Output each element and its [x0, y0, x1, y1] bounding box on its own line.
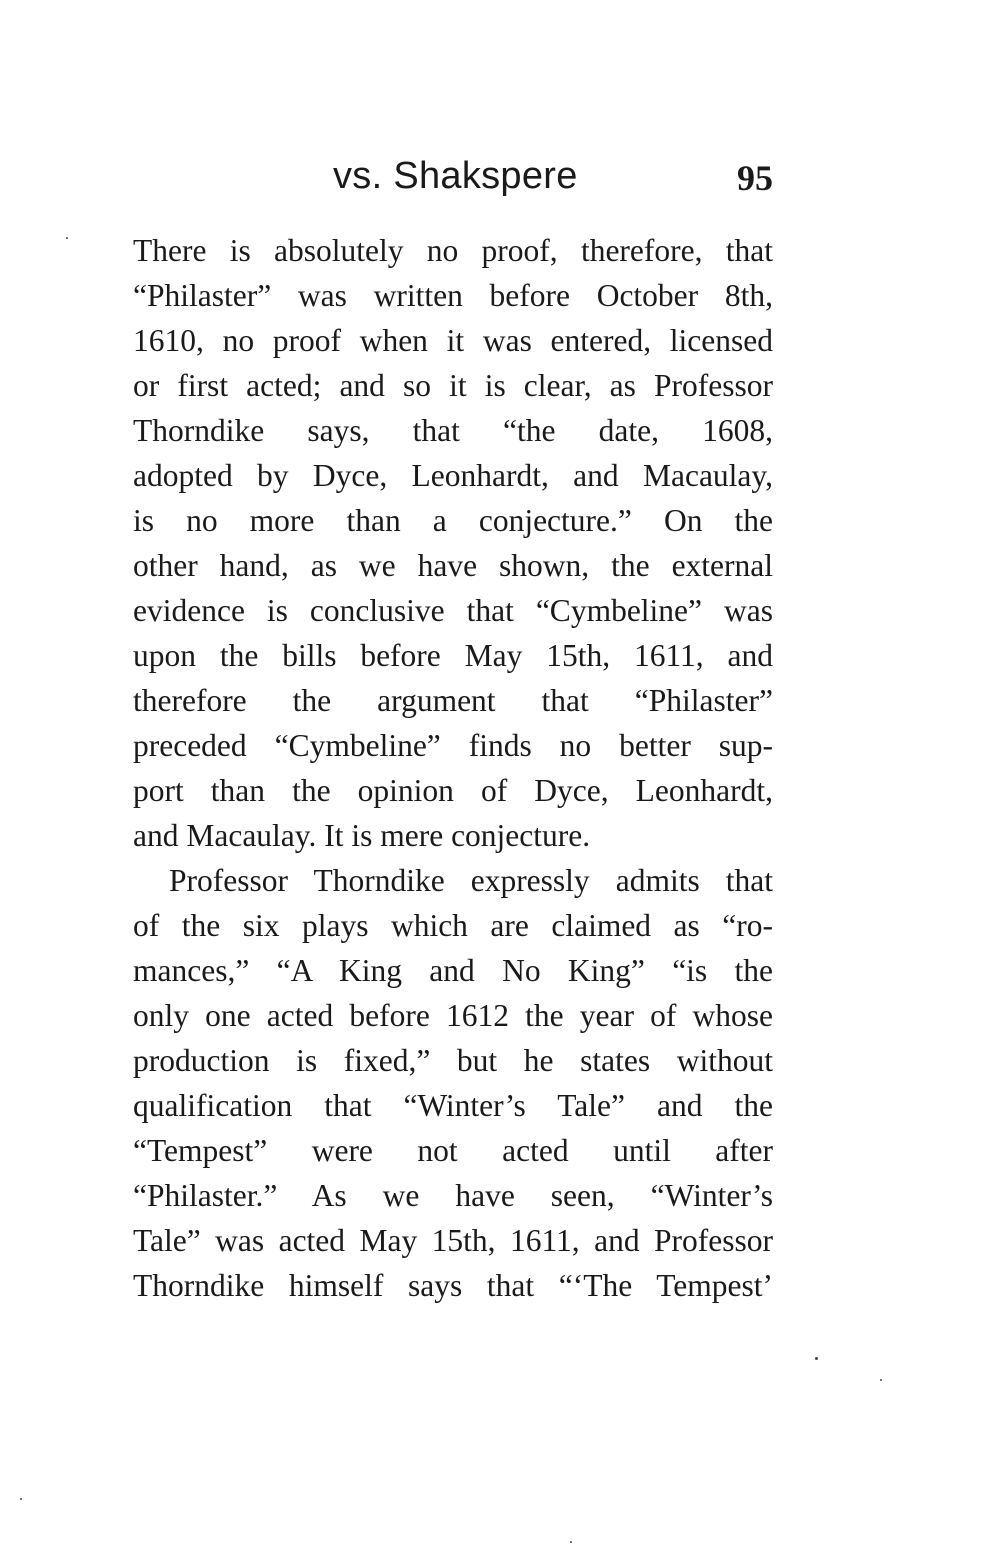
text-line: other hand, as we have shown, the external — [133, 548, 773, 583]
text-line: qualification that “Winter’s Tale” and the — [133, 1088, 773, 1123]
text-line: Professor Thorndike expressly admits that — [169, 863, 773, 898]
text-line: port than the opinion of Dyce, Leonhardt, — [133, 773, 773, 808]
paragraph-1 — [133, 228, 773, 858]
scan-speck — [880, 1379, 882, 1381]
text-line: “Philaster” was written before October 8th, — [133, 278, 773, 313]
text-line: upon the bills before May 15th, 1611, and — [133, 638, 773, 673]
body-text — [133, 228, 773, 1308]
text-line: and Macaulay. It is mere conjecture. — [133, 818, 591, 853]
text-line: “Philaster.” As we have seen, “Winter’s — [133, 1178, 773, 1213]
text-line: evidence is conclusive that “Cymbeline” was — [133, 593, 773, 628]
scan-speck — [815, 1357, 818, 1360]
text-line: therefore the argument that “Philaster” — [133, 683, 773, 718]
text-line: There is absolutely no proof, therefore, that — [133, 233, 773, 268]
running-head — [133, 150, 773, 210]
scan-speck — [66, 237, 68, 239]
text-line: 1610, no proof when it was entered, licensed — [133, 323, 773, 358]
text-line: of the six plays which are claimed as “ro- — [133, 908, 773, 943]
paragraph-2 — [133, 858, 773, 1308]
text-line: Tale” was acted May 15th, 1611, and Professor — [133, 1223, 773, 1258]
text-line: “Tempest” were not acted until after — [133, 1133, 773, 1168]
scan-speck — [20, 1498, 22, 1500]
text-line: production is fixed,” but he states without — [133, 1043, 773, 1078]
text-line: adopted by Dyce, Leonhardt, and Macaulay, — [133, 458, 773, 493]
running-title: vs. Shakspere — [333, 155, 578, 197]
scan-speck — [570, 1541, 572, 1543]
text-line: is no more than a conjecture.” On the — [133, 503, 773, 538]
text-line: preceded “Cymbeline” finds no better sup- — [133, 728, 773, 763]
text-line: Thorndike says, that “the date, 1608, — [133, 413, 773, 448]
text-line: mances,” “A King and No King” “is the — [133, 953, 773, 988]
text-line: or first acted; and so it is clear, as Professor — [133, 368, 773, 403]
page-number: 95 — [737, 158, 773, 198]
text-line: Thorndike himself says that “‘The Tempest’ — [133, 1268, 773, 1303]
text-line: only one acted before 1612 the year of whose — [133, 998, 773, 1033]
